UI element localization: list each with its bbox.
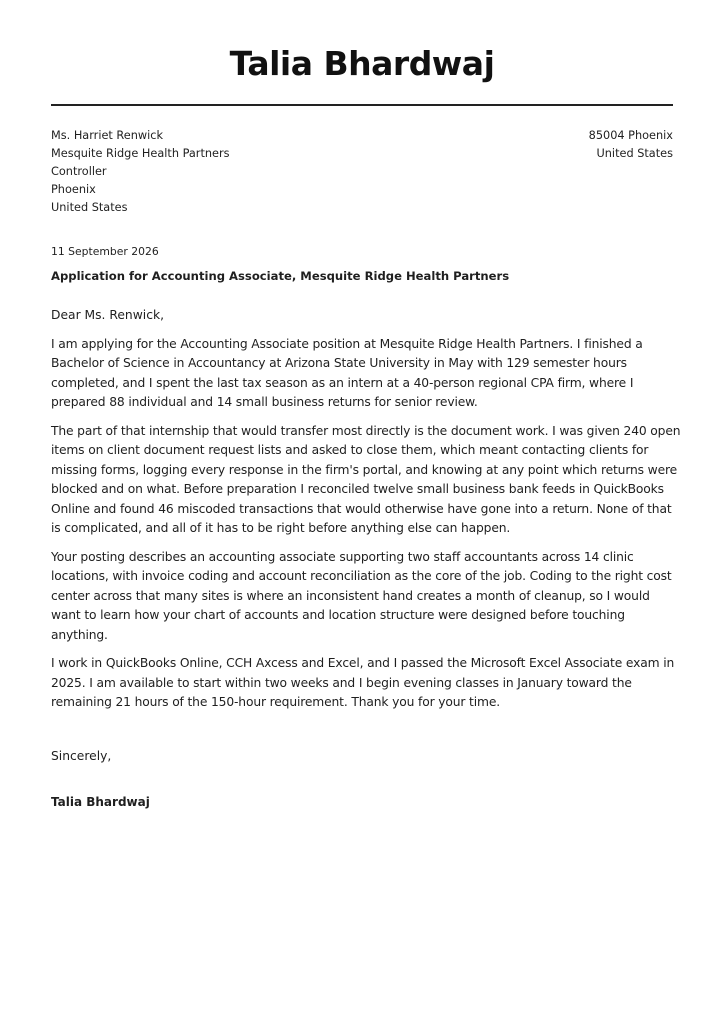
body-paragraph-3: Your posting describes an accounting associate supporting two staff accountants across 14 clinic locations, with invoice coding and account reconciliation as the core of the job. Coding to the right cost center across that many sites is where an inconsistent hand creates a month of cleanup, so I would want to learn how your chart of accounts and location structure were designed before touching anything.: [51, 549, 672, 642]
recipient-organization: Mesquite Ridge Health Partners: [51, 147, 230, 160]
salutation: Dear Ms. Renwick,: [51, 308, 164, 322]
sender-country: United States: [596, 147, 673, 160]
letter-date: 11 September 2026: [51, 245, 159, 258]
letter-subject: Application for Accounting Associate, Mesquite Ridge Health Partners: [51, 269, 510, 283]
recipient-address-block: [51, 127, 230, 217]
closing-phrase: Sincerely,: [51, 749, 112, 763]
recipient-country: United States: [51, 201, 128, 214]
applicant-name-heading: Talia Bhardwaj: [229, 44, 495, 83]
recipient-city: Phoenix: [51, 183, 96, 196]
header-divider: [51, 104, 673, 106]
sender-address-block: [589, 127, 673, 163]
recipient-title: Controller: [51, 165, 107, 178]
body-paragraph-4: I work in QuickBooks Online, CCH Axcess and Excel, and I passed the Microsoft Excel Associate exam in 2025. I am available to start within two weeks and I begin evening classes in January toward the remaining 21 hours of the 150-hour requirement. Thank you for your time.: [51, 656, 675, 709]
body-paragraph-1: I am applying for the Accounting Associate position at Mesquite Ridge Health Partners. I finished a Bachelor of Science in Accountancy at Arizona State University in May with 129 semester hours completed, and I spent the last tax season as an intern at a 40-person regional CPA firm, where I prepared 88 individual and 14 small business returns for senior review.: [51, 336, 643, 409]
recipient-name: Ms. Harriet Renwick: [51, 129, 164, 142]
sender-postal-city: 85004 Phoenix: [588, 129, 673, 142]
signature-name: Talia Bhardwaj: [51, 795, 150, 809]
letter-body: [51, 306, 681, 722]
body-paragraph-2: The part of that internship that would transfer most directly is the document work. I was given 240 open items on client document request lists and asked to close them, which meant contacting clients for missing forms, logging every response in the firm's portal, and knowing at any point which returns were blocked and on what. Before preparation I reconciled twelve small business bank feeds in QuickBooks Online and found 46 miscoded transactions that would otherwise have gone into a return. None of that is complicated, and all of it has to be right before anything else can happen.: [51, 423, 681, 535]
